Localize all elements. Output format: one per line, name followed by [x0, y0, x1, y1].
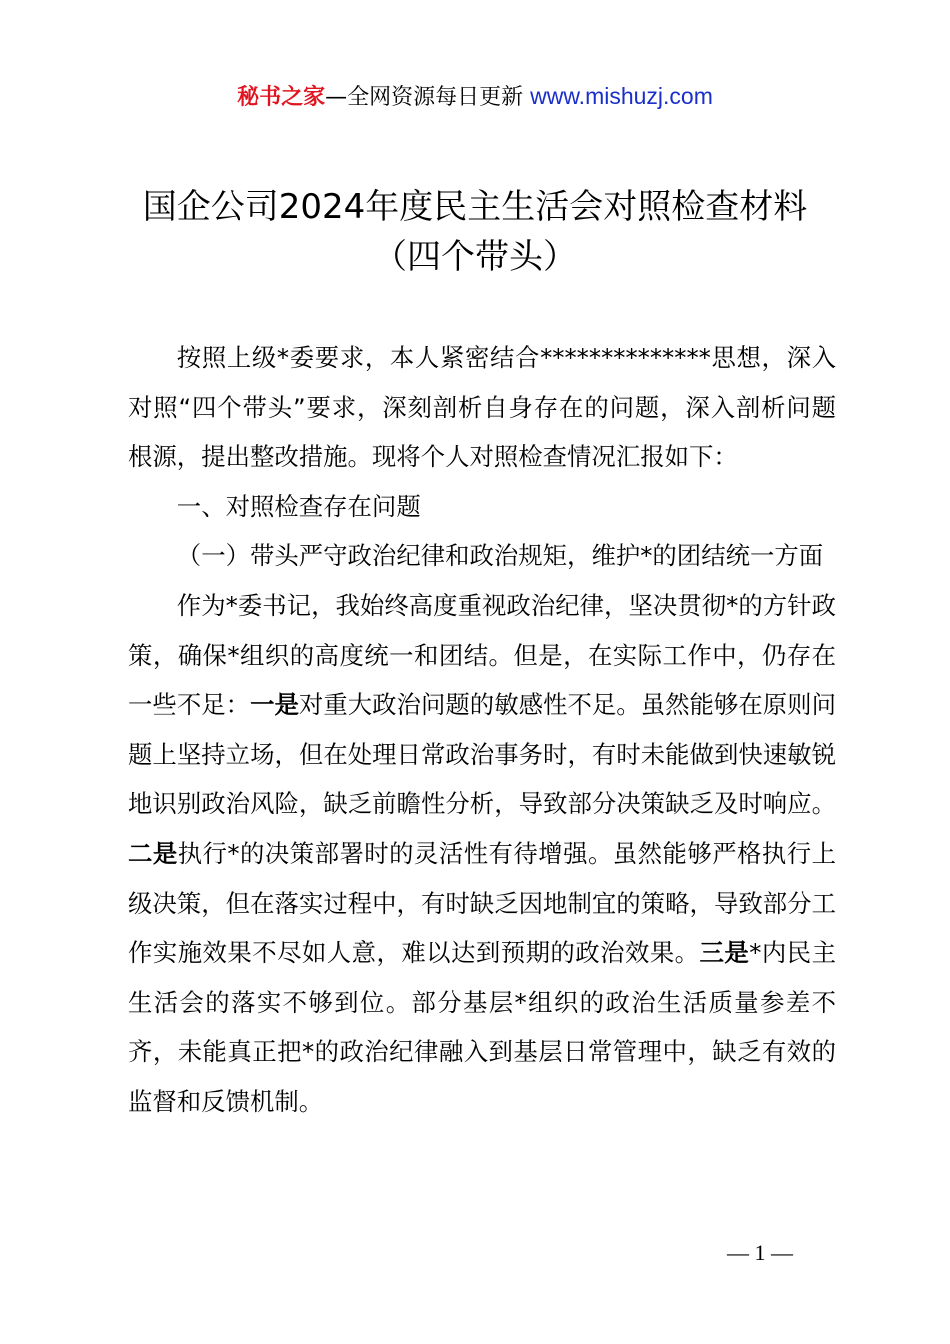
- point-3-text: *内民主生活会的落实不够到位。部分基层*组织的政治生活质量参差不齐，未能真正把*的政治纪律融入到基层日常管理中，缺乏有效的监督和反馈机制。: [128, 938, 836, 1116]
- section-heading: 一、对照检查存在问题: [176, 491, 421, 521]
- page-number: — 1 —: [727, 1240, 793, 1265]
- title-line-2: （四个带头）: [373, 237, 577, 277]
- point-1-text: 对重大政治问题的敏感性不足。虽然能够在原则问题上坚持立场，但在处理日常政治事务时，有时未能做到快速敏锐地识别政治风险，缺乏前瞻性分析，导致部分决策缺乏及时响应。: [128, 690, 836, 819]
- watermark-header: [0, 80, 950, 114]
- point-3-label: 三是: [699, 938, 750, 968]
- problems-paragraph: [128, 581, 836, 1127]
- point-2-text: 执行*的决策部署时的灵活性有待增强。虽然能够严格执行上级决策，但在落实过程中，有时缺乏因地制宜的策略，导致部分工作实施效果不尽如人意，难以达到预期的政治效果。: [128, 838, 836, 968]
- subsection-heading: （一）带头严守政治纪律和政治规矩，维护*的团结统一方面: [176, 541, 824, 571]
- site-slogan: —全网资源每日更新: [325, 85, 531, 110]
- title-line-1: 国企公司2024年度民主生活会对照检查材料: [142, 187, 808, 227]
- point-1-label: 一是: [250, 690, 299, 720]
- document-title: [0, 182, 950, 282]
- site-brand: 秘书之家: [237, 85, 326, 110]
- site-url[interactable]: www.mishuzj.com: [530, 83, 713, 109]
- problems-intro: 作为*委书记，我始终高度重视政治纪律，坚决贯彻*的方针政策，确保*组织的高度统一和团结。但是，在实际工作中，仍存在一些不足：: [128, 590, 836, 720]
- point-2-label: 二是: [128, 838, 178, 868]
- document-body: [128, 333, 836, 1127]
- intro-paragraph: 按照上级*委要求，本人紧密结合**************思想，深入对照“四个带头”要求，深刻剖析自身存在的问题，深入剖析问题根源，提出整改措施。现将个人对照检查情况汇报如下：: [128, 343, 836, 472]
